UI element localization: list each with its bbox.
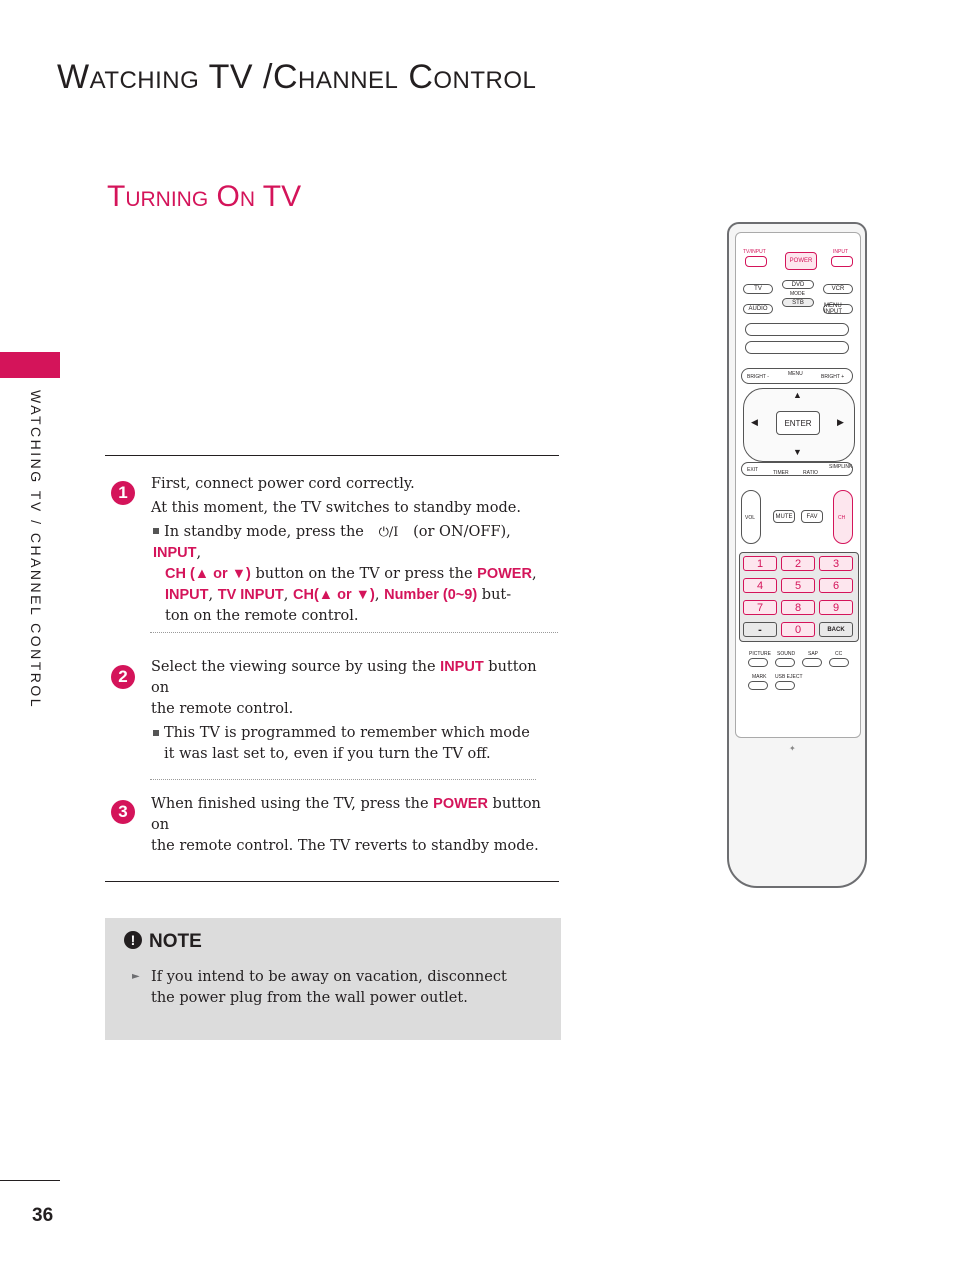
step-1-line-2: At this moment, the TV switches to standby mode. <box>151 500 521 516</box>
step-3-line-2: the remote control. The TV reverts to standby mode. <box>151 838 539 854</box>
remote-mode-label: MODE <box>790 291 805 297</box>
remote-input-label: INPUT <box>833 249 848 255</box>
top-rule <box>105 455 559 456</box>
remote-sap-button[interactable] <box>802 658 822 667</box>
step-3-badge: 3 <box>111 800 135 824</box>
step-1-bullet-a: In standby mode, press the <box>164 524 364 540</box>
remote-cc-button[interactable] <box>829 658 849 667</box>
remote-menu-label: MENU <box>788 371 803 377</box>
remote-menu-input-button[interactable]: MENU INPUT <box>823 304 853 314</box>
note-text-line-1: If you intend to be away on vacation, disconnect <box>151 969 507 985</box>
remote-dvd-mode-button[interactable]: DVD <box>782 280 814 289</box>
remote-tv-mode-button[interactable]: TV <box>743 284 773 294</box>
arrow-right-icon: ► <box>132 971 140 982</box>
side-chapter-label: WATCHING TV / CHANNEL CONTROL <box>28 390 44 710</box>
remote-control <box>727 222 867 888</box>
remote-key-2[interactable]: 2 <box>781 556 815 571</box>
remote-key-back[interactable]: BACK <box>819 622 853 637</box>
remote-key-6[interactable]: 6 <box>819 578 853 593</box>
step-1-input-label-2: INPUT <box>165 587 209 603</box>
remote-key-1[interactable]: 1 <box>743 556 777 571</box>
step-1-text <box>151 474 551 627</box>
remote-fav-button[interactable]: FAV <box>801 510 823 523</box>
step-1-badge: 1 <box>111 481 135 505</box>
remote-stb-mode-button[interactable]: STB <box>782 298 814 307</box>
remote-sound-label: SOUND <box>777 651 796 657</box>
page-number: 36 <box>32 1205 54 1226</box>
step-3-power-label: POWER <box>433 796 488 812</box>
bullet-icon <box>153 730 159 736</box>
step-1-input-label: INPUT <box>153 545 197 561</box>
step-3-line-1b: button on <box>151 796 541 833</box>
bottom-rule <box>105 881 559 882</box>
remote-playback-row-2 <box>745 341 849 354</box>
step-1-bullet-d: but- <box>481 587 512 603</box>
remote-key-dash[interactable]: - <box>743 622 777 637</box>
remote-picture-button[interactable] <box>748 658 768 667</box>
remote-usb-eject-button[interactable] <box>775 681 795 690</box>
bullet-icon <box>153 528 159 534</box>
step-2-bullet <box>151 723 551 765</box>
page-number-rule <box>0 1180 60 1181</box>
remote-usb-eject-label: USB EJECT <box>775 674 803 680</box>
remote-picture-label: PICTURE <box>749 651 771 657</box>
exclamation-icon: ! <box>124 931 142 949</box>
remote-tv-input-button[interactable] <box>745 256 767 267</box>
dotted-divider-1 <box>150 632 558 633</box>
nav-up-icon[interactable]: ▲ <box>793 390 802 400</box>
section-title: Turning On TV <box>107 180 302 213</box>
remote-sap-label: SAP <box>808 651 819 657</box>
remote-key-8[interactable]: 8 <box>781 600 815 615</box>
remote-vcr-mode-button[interactable]: VCR <box>823 284 853 294</box>
step-1-ch-label: CH (▲ or ▼) <box>165 566 251 582</box>
nav-down-icon[interactable]: ▼ <box>793 447 802 457</box>
remote-enter-button[interactable]: ENTER <box>776 411 820 435</box>
remote-mark-button[interactable] <box>748 681 768 690</box>
note-text-line-2: the power plug from the wall power outlet. <box>151 990 468 1006</box>
remote-sound-button[interactable] <box>775 658 795 667</box>
remote-mark-label: MARK <box>752 674 767 680</box>
step-3-text <box>151 794 551 857</box>
remote-power-button[interactable]: POWER <box>785 252 817 270</box>
step-1-bullet-line-3: INPUT, TV INPUT, CH(▲ or ▼), Number (0~9) but- <box>165 587 512 603</box>
step-2-input-label: INPUT <box>440 659 484 675</box>
step-1-line-1: First, connect power cord correctly. <box>151 476 415 492</box>
remote-mute-button[interactable]: MUTE <box>773 510 795 523</box>
step-2-badge: 2 <box>111 665 135 689</box>
remote-key-5[interactable]: 5 <box>781 578 815 593</box>
remote-cc-label: CC <box>835 651 843 657</box>
step-1-number-label: Number (0~9) <box>384 587 478 603</box>
remote-tv-input-label: TV/INPUT <box>743 249 766 255</box>
step-2-line-1b: button on <box>151 659 537 696</box>
step-2-bullet-text: This TV is programmed to remember which mode it was last set to, even if you turn the TV off. <box>164 725 530 762</box>
remote-key-4[interactable]: 4 <box>743 578 777 593</box>
step-3-line-1a: When finished using the TV, press the <box>151 796 429 812</box>
step-1-bullet-c: button on the TV or press the <box>255 566 473 582</box>
step-2-line-2: the remote control. <box>151 701 294 717</box>
step-2-line-1a: Select the viewing source by using the <box>151 659 436 675</box>
remote-key-0[interactable]: 0 <box>781 622 815 637</box>
step-2-text <box>151 657 551 765</box>
remote-input-button[interactable] <box>831 256 853 267</box>
nav-right-icon[interactable]: ▶ <box>837 417 844 427</box>
step-1-bullet-line-2: CH (▲ or ▼) button on the TV or press the POWER, <box>165 566 537 582</box>
remote-audio-mode-button[interactable]: AUDIO <box>743 304 773 314</box>
remote-simplink-label: SIMPLINK <box>829 464 853 470</box>
remote-ratio-label: RATIO <box>803 470 818 476</box>
step-1-bullet: In standby mode, press the ⏻/I (or ON/OFF), INPUT, <box>153 524 511 561</box>
remote-key-7[interactable]: 7 <box>743 600 777 615</box>
step-1-power-label: POWER <box>477 566 532 582</box>
step-1-tv-input-label: TV INPUT <box>217 587 284 603</box>
remote-logo-icon: ✦ <box>789 744 796 753</box>
remote-exit-label: EXIT <box>747 467 759 473</box>
step-3-line-1 <box>151 794 551 836</box>
remote-timer-label: TIMER <box>773 470 789 476</box>
step-1-bullet-b: (or ON/OFF), <box>413 524 511 540</box>
page-header-title: Watching TV /Channel Control <box>57 58 537 96</box>
side-tab-marker <box>0 352 60 378</box>
step-2-line-1 <box>151 657 551 699</box>
remote-vol-label: VOL <box>745 515 756 521</box>
remote-playback-row-1 <box>745 323 849 336</box>
note-text <box>151 967 507 1009</box>
remote-key-9[interactable]: 9 <box>819 600 853 615</box>
remote-bright-plus-label: BRIGHT + <box>821 374 845 380</box>
note-title: NOTE <box>149 931 202 952</box>
step-1-bullet-e: ton on the remote control. <box>165 608 359 624</box>
remote-ch-label: CH <box>838 515 846 521</box>
power-symbol-icon: ⏻/I <box>378 525 399 540</box>
dotted-divider-2 <box>150 779 536 780</box>
remote-key-3[interactable]: 3 <box>819 556 853 571</box>
step-1-ch-label-2: CH(▲ or ▼) <box>293 587 375 603</box>
nav-left-icon[interactable]: ◀ <box>751 417 758 427</box>
remote-bright-minus-label: BRIGHT - <box>747 374 769 380</box>
